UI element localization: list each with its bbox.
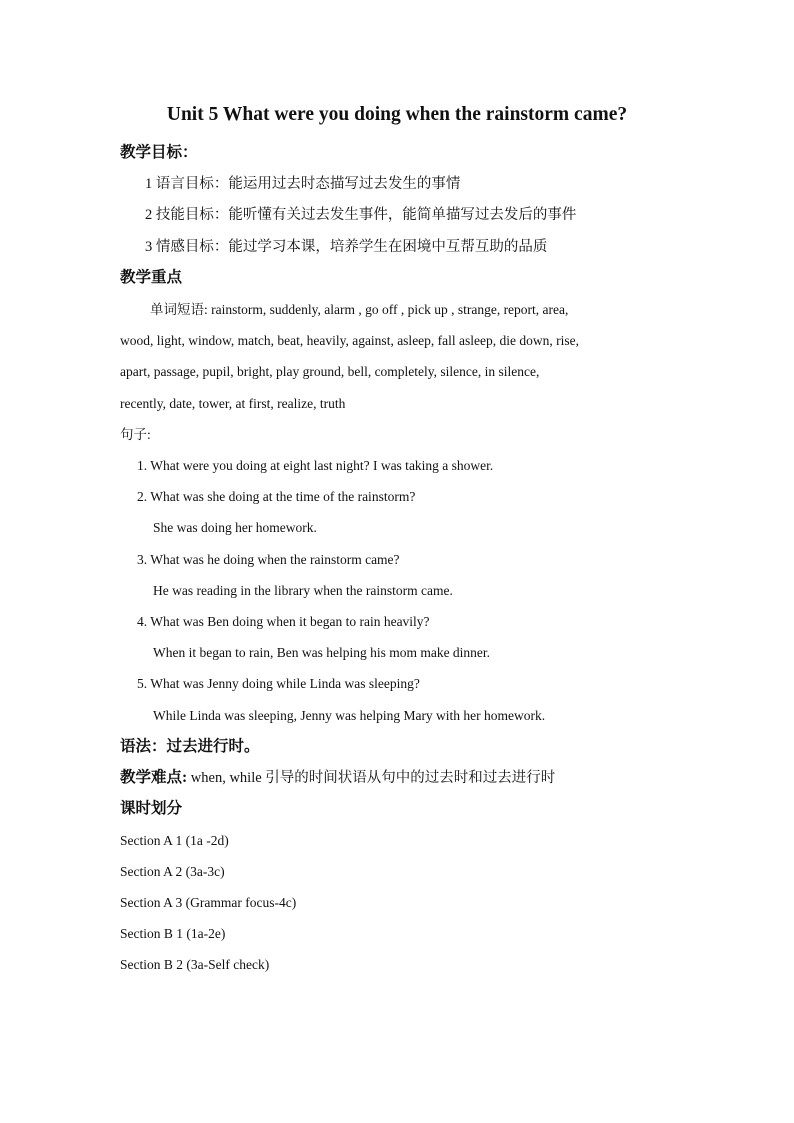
sentence-line: He was reading in the library when the rainstorm came. bbox=[153, 583, 453, 598]
schedule-item: Section A 1 (1a -2d) bbox=[120, 833, 229, 848]
sentence-line: While Linda was sleeping, Jenny was helping Mary with her homework. bbox=[153, 708, 546, 723]
schedule-item: Section B 1 (1a-2e) bbox=[120, 926, 226, 941]
sentences-heading: 句子: bbox=[120, 427, 151, 442]
schedule-item: Section A 2 (3a-3c) bbox=[120, 864, 225, 879]
vocab-line: recently, date, tower, at first, realize, truth bbox=[120, 396, 346, 411]
sentence-line: When it began to rain, Ben was helping his mom make dinner. bbox=[153, 645, 491, 660]
objective-item: 1 语言目标：能运用过去时态描写过去发生的事情 bbox=[145, 176, 461, 192]
schedule-heading: 课时划分 bbox=[120, 800, 183, 817]
vocab-line: apart, passage, pupil, bright, play ground, bell, completely, silence, in silence, bbox=[120, 364, 540, 379]
sentence-line: She was doing her homework. bbox=[153, 520, 317, 535]
objectives-heading: 教学目标： bbox=[120, 144, 198, 161]
sentence-line: 4. What was Ben doing when it began to rain heavily? bbox=[137, 614, 430, 629]
difficulty-text: when, while 引导的时间状语从句中的过去时和过去进行时 bbox=[187, 770, 556, 786]
schedule-item: Section A 3 (Grammar focus-4c) bbox=[120, 895, 297, 910]
vocab-line: wood, light, window, match, beat, heavily, against, asleep, fall asleep, die down, rise, bbox=[120, 333, 579, 348]
grammar-line: 语法：过去进行时。 bbox=[120, 738, 260, 755]
sentence-line: 3. What was he doing when the rainstorm came? bbox=[137, 552, 400, 567]
schedule-item: Section B 2 (3a-Self check) bbox=[120, 957, 270, 972]
sentence-line: 2. What was she doing at the time of the rainstorm? bbox=[137, 489, 416, 504]
sentence-line: 1. What were you doing at eight last night? I was taking a shower. bbox=[137, 458, 494, 473]
objective-item: 2 技能目标：能听懂有关过去发生事件，能简单描写过去发后的事件 bbox=[145, 207, 577, 223]
key-points-heading: 教学重点 bbox=[120, 269, 183, 286]
sentence-line: 5. What was Jenny doing while Linda was sleeping? bbox=[137, 676, 420, 691]
vocab-line: 单词短语: rainstorm, suddenly, alarm , go off , pick up , strange, report, area, bbox=[150, 302, 569, 317]
difficulty-line bbox=[120, 768, 555, 789]
difficulty-label: 教学难点: bbox=[120, 769, 188, 786]
page-title: Unit 5 What were you doing when the rainstorm came? bbox=[166, 104, 628, 125]
objective-item: 3 情感目标：能过学习本课，培养学生在困境中互帮互助的品质 bbox=[145, 239, 548, 255]
